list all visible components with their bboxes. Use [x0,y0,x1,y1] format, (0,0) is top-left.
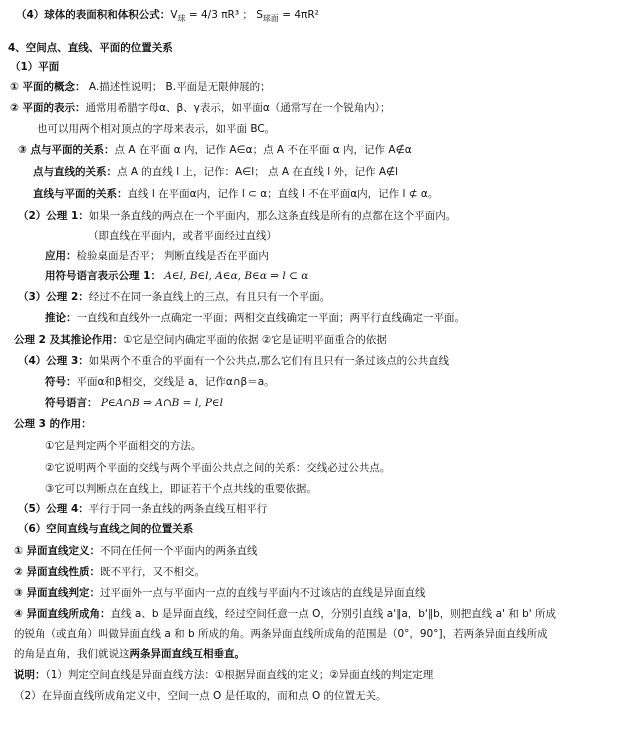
text-segment: ①它是判定两个平面相交的方法。 [45,440,202,452]
text-line [45,312,465,325]
text-line [14,418,92,431]
bold-text: 两条异面直线互相垂直。 [129,648,245,660]
text-line [14,334,387,347]
text-segment: ①它是空间内确定平面的依据 ②它是证明平面重合的依据 [123,334,387,346]
bold-text: （3）公理 2： [18,291,89,303]
bold-text: （4）球体的表面积和体积公式： [16,9,171,21]
text-line [33,188,438,201]
bold-text: ③ 异面直线判定： [14,587,101,599]
bold-text: 公理 2 及其推论作用： [14,334,124,346]
bold-text: ③ 点与平面的关系： [18,144,115,156]
text-line [45,397,223,410]
text-line [10,102,391,115]
text-segment: = 4πR² [278,9,319,21]
text-segment: 平行于同一条直线的两条直线互相平行 [88,503,268,515]
text-line [14,545,258,558]
text-line [10,61,59,74]
bold-text: 符号语言： [45,397,98,409]
bold-text: 推论： [45,312,77,324]
bold-text: （2）公理 1： [18,210,89,222]
text-segment: 的锐角（或直角）叫做异面直线 a 和 b 所成的角。两条异面直线所成角的范围是（0°，90°]，若两条异面直线所成 [14,628,548,640]
text-segment: 的角是直角，我们就说这 [14,648,130,660]
text-line [45,462,390,475]
bold-text: ④ 异面直线所成角： [14,608,111,620]
text-segment: A.描述性说明； B.平面是无限伸展的； [85,81,271,93]
text-segment: 点 A 在平面 α 内，记作 A∈α；点 A 不在平面 α 内，记作 A∉α [114,144,412,156]
text-segment: 如果一条直线的两点在一个平面内，那么这条直线是所有的点都在这个平面内。 [88,210,457,222]
bold-text: 应用： [45,250,77,262]
text-segment: （即直线在平面内，或者平面经过直线） [88,230,277,242]
text-line [18,523,193,536]
text-line [10,81,271,94]
bold-text: （1）平面 [10,61,60,73]
text-line [45,250,269,263]
text-segment: ③它可以判断点在直线上，即证若干个点共线的重要依据。 [45,483,317,495]
text-segment: 一直线和直线外一点确定一平面；两相交直线确定一平面；两平行直线确定一平面。 [76,312,465,324]
text-line [16,9,319,24]
text-segment: 点 A 的直线 l 上，记作：A∈l； 点 A 在直线 l 外，记作 A∉l [117,166,399,178]
text-line [18,210,456,223]
text-segment: 检验桌面是否平； 判断直线是否在平面内 [76,250,269,262]
text-line [18,144,412,157]
text-line [45,376,275,389]
text-line [45,440,201,453]
text-line [14,587,426,600]
text-segment: V [170,9,178,21]
text-segment: 既不平行，又不相交。 [100,566,206,578]
text-line [18,503,267,516]
text-line [14,669,433,682]
text-line [33,166,398,179]
bold-text: （5）公理 4： [18,503,89,515]
subscript: 球面 [262,14,279,24]
text-line [14,628,548,641]
bold-text: ② 平面的表示： [10,102,86,114]
bold-text: 符号： [45,376,77,388]
text-line [8,42,173,55]
bold-text: 点与直线的关系： [33,166,117,178]
text-segment: = 4/3 πR³ ； S [185,9,263,21]
text-segment: 平面α和β相交，交线是 a，记作α∩β＝a。 [76,376,275,388]
text-segment: 直线 a、b 是异面直线，经过空间任意一点 O，分别引直线 a'∥a，b'∥b，则把直线 a' 和 b' 所成 [110,608,556,620]
bold-text: ① 平面的概念： [10,81,86,93]
text-segment: 过平面外一点与平面内一点的直线与平面内不过该店的直线是异面直线 [100,587,426,599]
text-line [14,566,205,579]
text-line [18,355,449,368]
text-line [18,291,330,304]
bold-text: 公理 3 的作用： [14,418,92,430]
text-line [45,483,317,496]
bold-text: （4）公理 3： [18,355,89,367]
bold-text: ② 异面直线性质： [14,566,101,578]
bold-text: 4、空间点、直线、平面的位置关系 [8,42,173,54]
text-line [88,230,277,243]
text-segment: 如果两个不重合的平面有一个公共点,那么它们有且只有一条过该点的公共直线 [88,355,450,367]
text-line [37,123,275,136]
bold-text: （6）空间直线与直线之间的位置关系 [18,523,194,535]
text-segment: 也可以用两个相对顶点的字母来表示，如平面 BC。 [37,123,276,135]
text-line [14,690,387,703]
bold-text: 直线与平面的关系： [33,188,128,200]
text-segment: （2）在异面直线所成角定义中，空间一点 O 是任取的，而和点 O 的位置无关。 [14,690,387,702]
text-line [45,270,308,283]
text-segment: （1）判定空间直线是异面直线方法：①根据异面直线的定义；②异面直线的判定定理 [45,669,434,681]
text-segment: 不同在任何一个平面内的两条直线 [100,545,258,557]
text-segment: 直线 l 在平面α内，记作 l ⊂ α；直线 l 不在平面α内，记作 l ⊄ α。 [127,188,439,200]
text-line [14,608,556,621]
math-expression: P∈A∩B ⇒ A∩B = l, P∈l [97,397,224,409]
bold-text: 用符号语言表示公理 1： [45,270,161,282]
bold-text: ① 异面直线定义： [14,545,101,557]
text-segment: 经过不在同一条直线上的三点，有且只有一个平面。 [88,291,331,303]
math-expression: A∈l, B∈l, A∈α, B∈α ⇒ l ⊂ α [160,270,309,282]
text-segment: ②它说明两个平面的交线与两个平面公共点之间的关系：交线必过公共点。 [45,462,391,474]
text-line [14,648,245,661]
subscript: 球 [177,14,186,24]
text-segment: 通常用希腊字母α、β、γ表示，如平面α（通常写在一个锐角内）； [85,102,391,114]
bold-text: 说明： [14,669,46,681]
